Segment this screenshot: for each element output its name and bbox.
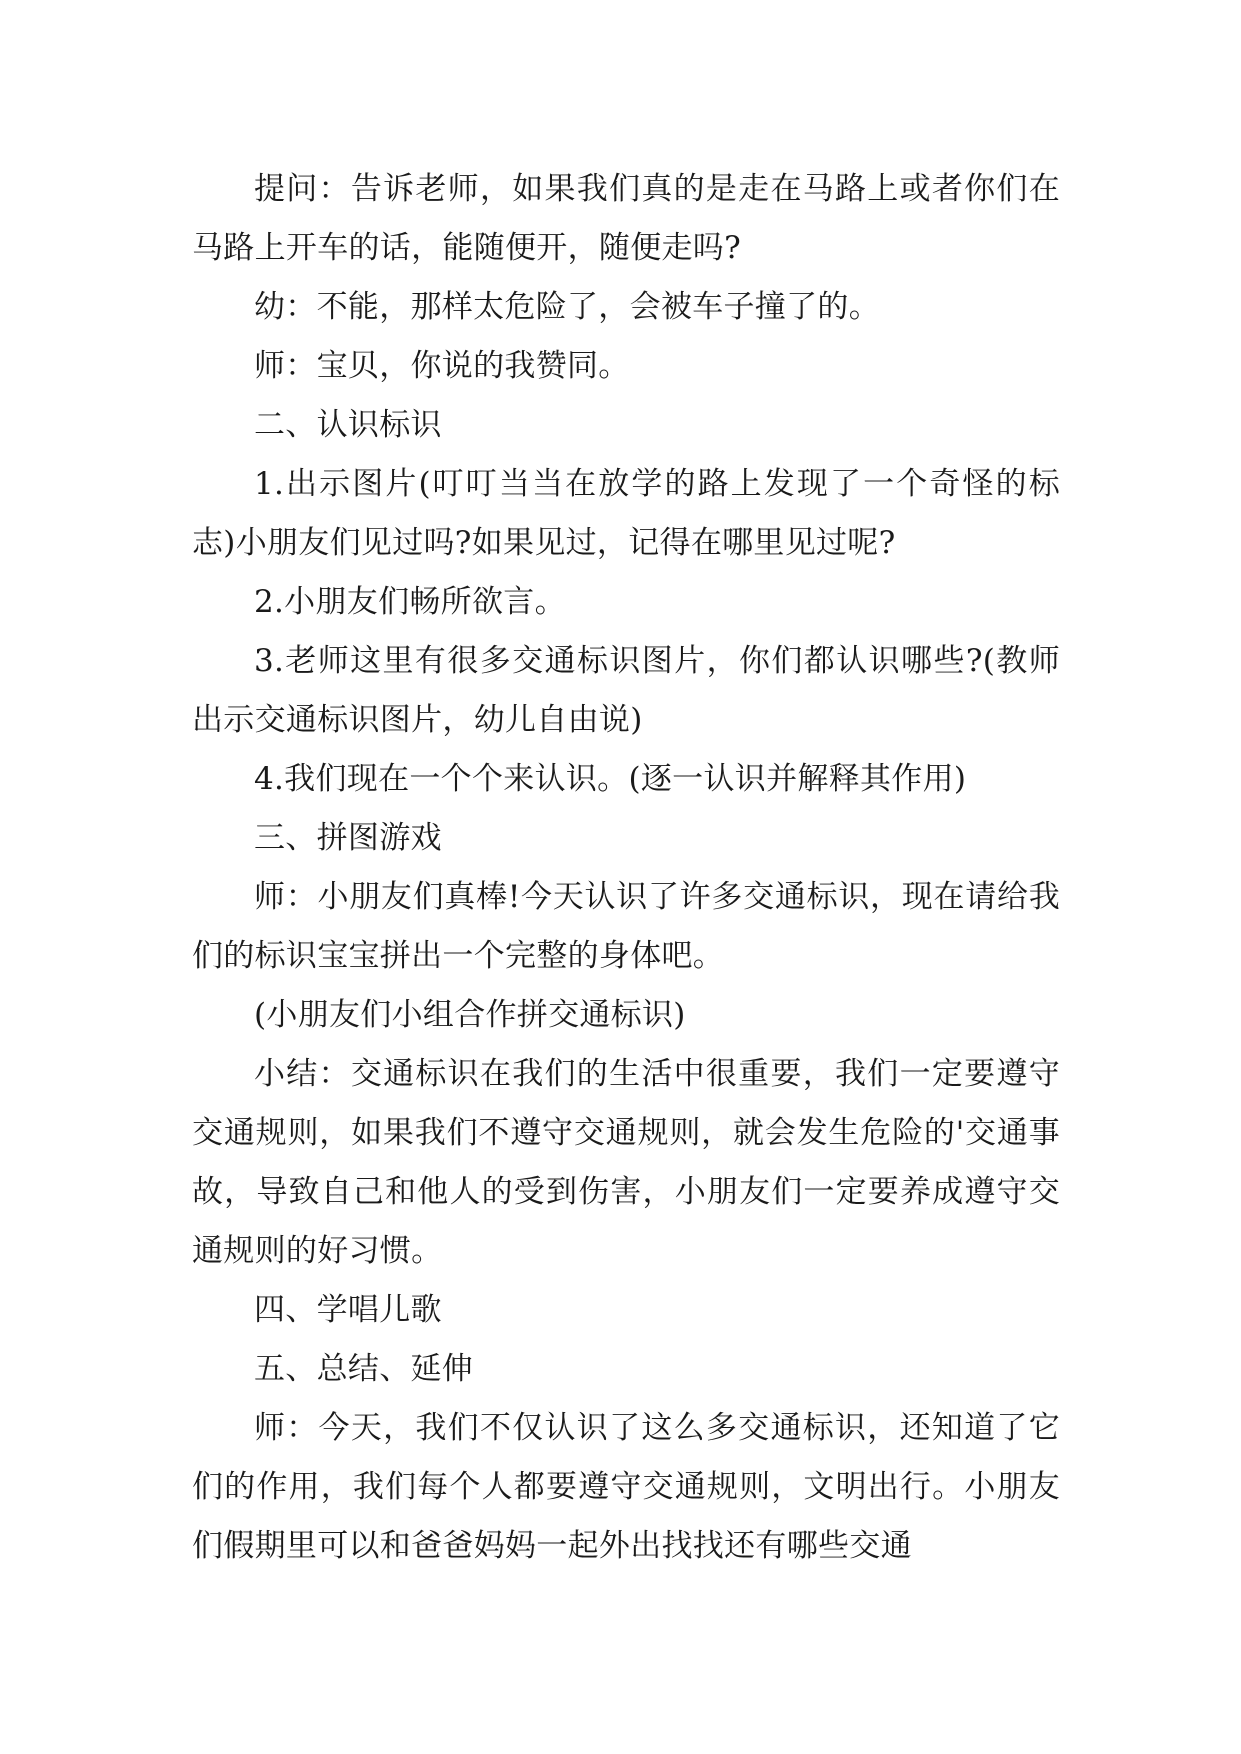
list-item-1: 1.出示图片(叮叮当当在放学的路上发现了一个奇怪的标志)小朋友们见过吗?如果见过，记得在哪里见过呢? — [192, 466, 1060, 561]
paragraph-teacher-reply: 师：宝贝，你说的我赞同。 — [254, 348, 630, 384]
section-heading-2: 二、认识标识 — [254, 407, 442, 443]
list-item-3: 3.老师这里有很多交通标识图片，你们都认识哪些?(教师出示交通标识图片，幼儿自由说) — [192, 643, 1060, 738]
list-item-4: 4.我们现在一个个来认识。(逐一认识并解释其作用) — [254, 761, 967, 797]
paragraph-puzzle-intro: 师：小朋友们真棒!今天认识了许多交通标识，现在请给我们的标识宝宝拼出一个完整的身体吧。 — [192, 879, 1060, 974]
section-heading-3: 三、拼图游戏 — [254, 820, 442, 856]
section-heading-4: 四、学唱儿歌 — [254, 1292, 442, 1328]
list-item-2: 2.小朋友们畅所欲言。 — [254, 584, 566, 620]
paragraph-summary: 小结：交通标识在我们的生活中很重要，我们一定要遵守交通规则，如果我们不遵守交通规则，就会发生危险的'交通事故，导致自己和他人的受到伤害，小朋友们一定要养成遵守交通规则的好习惯。 — [192, 1056, 1060, 1269]
paragraph-child-answer: 幼：不能，那样太危险了，会被车子撞了的。 — [254, 289, 880, 325]
paragraph-question: 提问：告诉老师，如果我们真的是走在马路上或者你们在马路上开车的话，能随便开，随便走吗? — [192, 171, 1060, 266]
paragraph-closing: 师：今天，我们不仅认识了这么多交通标识，还知道了它们的作用，我们每个人都要遵守交通规则，文明出行。小朋友们假期里可以和爸爸妈妈一起外出找找还有哪些交通 — [192, 1410, 1060, 1564]
section-heading-5: 五、总结、延伸 — [254, 1351, 474, 1387]
paragraph-group-work: (小朋友们小组合作拼交通标识) — [254, 997, 686, 1033]
document-body — [192, 160, 1060, 1576]
